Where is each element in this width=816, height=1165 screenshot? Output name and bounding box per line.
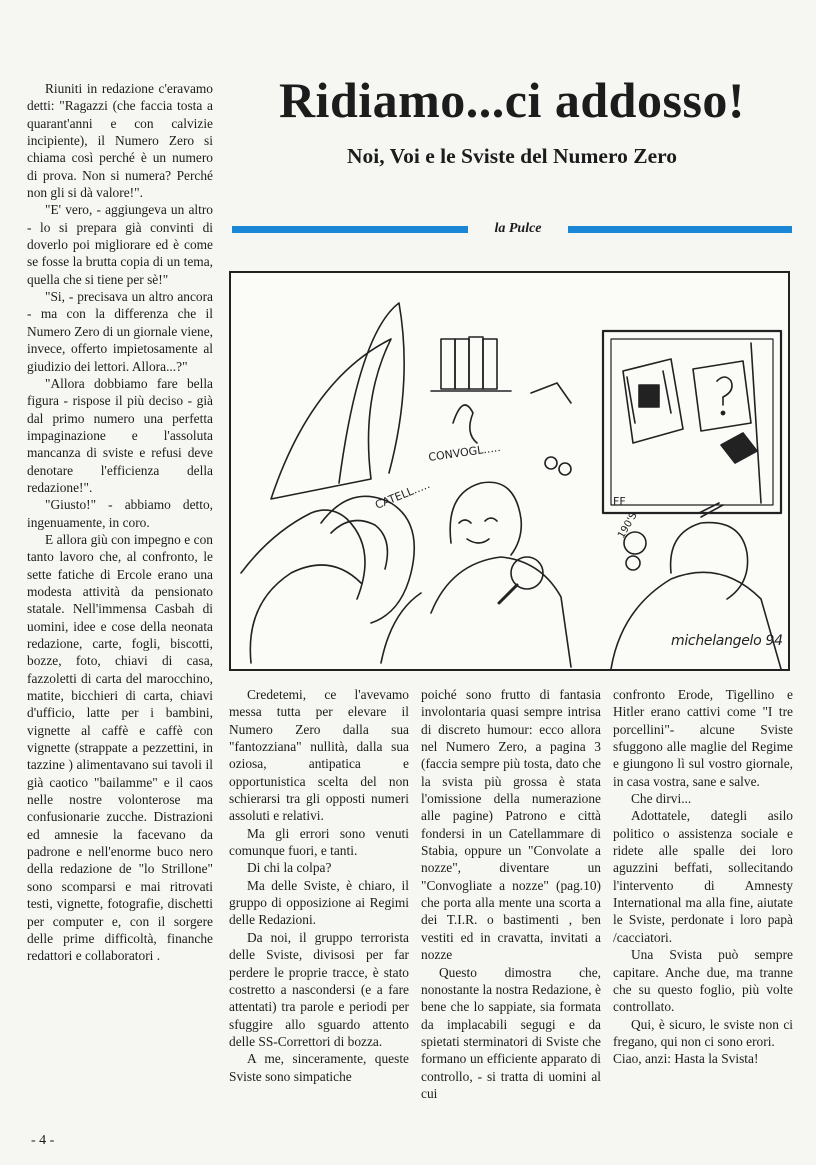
paragraph: poiché sono frutto di fantasia involontaria quasi sempre intrisa di discreto humour: ecco allora nel Numero Zero, a pagina 3 (faccia sempre più tosta, dato che la svista più grossa è stata l'omissione della numerazione alle pagine) Patrono e città fondersi in un Catellammare di Stabia, oppure un "Convolate a nozze", diventare un "Convogliate a nozze" (pag.10) che porta alla mente una scorta a dei T.I.R. o bastimenti , ben vestiti ed in cravatta, invitati a nozze [421,687,601,963]
cartoon-illustration [229,271,790,671]
paragraph: Che dirvi... [631,791,692,807]
cartoon-label-catell: CATELL..... [373,478,432,512]
byline-rule-left [232,226,468,233]
byline-rule-right [568,226,792,233]
cartoon-label-190s: 190'S [616,510,640,541]
article-column-left [27,80,213,965]
article-column-2 [229,686,409,1085]
paragraph: "Si, - precisava un altro ancora - ma con la differenza che il Numero Zero di un giornale viene, invece, offerto impietosamente al giudizio dei lettori. Allora...?" [27,289,213,374]
paragraph: Ciao, anzi: Hasta la Svista! [613,1051,759,1067]
paragraph: Da noi, il gruppo terrorista delle Sviste, divisosi per far perdere le proprie tracce, è stato costretto a nascondersi (e a fare attentati) tra parole e periodi per sfuggire allo sguardo attento delle SS-Correttori di bozza. [229,929,409,1049]
paragraph: Qui, è sicuro, le sviste non ci fregano, qui non ci sono erori. [613,1016,793,1049]
article-subtitle: Noi, Voi e le Sviste del Numero Zero [346,144,678,168]
left-figures [241,303,421,663]
blackboard [603,331,781,513]
byline: la Pulce [494,221,542,236]
page-number: - 4 - [31,1133,55,1148]
paragraph: Ma delle Sviste, è chiaro, il gruppo di opposizione ai Regimi delle Redazioni. [229,877,409,928]
cartoon-signature: michelangelo 94 [671,633,783,649]
bookshelf [431,337,511,391]
article-column-4 [613,686,793,1068]
cartoon-label-ff: FF [613,495,626,508]
article-title: Ridiamo...ci addosso! [278,72,746,128]
paragraph: Credetemi, ce l'avevamo messa tutta per elevare il Numero Zero dalla sua "fantozziana" nullità, dalla sua oziosa, antipatica e opportunistica scelta del non schierarsi tra gli opposti numeri assoluti e relativi. [229,687,409,824]
paragraph: A me, sinceramente, queste Sviste sono simpatiche [229,1051,409,1084]
paragraph: Questo dimostra che, nonostante la nostra Redazione, è bene che lo sappiate, sia formata da implacabili segugi e da spietati sterminatori di Sviste che formano un efficiente apparato di controllo, - si tratta di uomini al cui [421,964,601,1101]
paragraph: E allora giù con impegno e con tanto lavoro che, al confronto, le sette fatiche di Ercole erano una modesta attività da pensionato statale. Nell'immensa Casbah di uomini, idee e cose della neonata redazione, carte, fogli, biscotti, bozze, foto, chiavi di casa, fazzoletti di carta del marocchino, matite, bicchieri di carta, chiavi d'ufficio, latte per i bambini, vignette al caffè e caffè con vignette (strappate a pezzettini, in tazzine ) alimentavano sui tavoli il già caotico "bailamme" e il caos nelle nostre volonterose ma confusionarie zucche. Distrazioni ed amnesie la facevano da padrone e nell'enorme buco nero della redazione de "lo Strillone" sono scomparsi e mai ritrovati testi, vignette, fotografie, dischetti per computer e, con il sorgere delle prime difficoltà, finanche redattori e collaboratori . [27,531,213,964]
paragraph: "Allora dobbiamo fare bella figura - rispose il più deciso - già dal primo numero una perfetta impaginazione e l'assoluta mancanza di sviste e refusi deve denotare l'efficienza della redazione!". [27,375,213,495]
paragraph: Adottatele, dategli asilo politico o assistenza sociale e ridete alle spalle dei loro aguzzini beffati, sollecitando l'intervento di Amnesty International ma alla fine, aiutate le Sviste, perdonate i loro papà /cacciatori. [613,808,793,945]
paragraph: "Giusto!" - abbiamo detto, ingenuamente, in coro. [27,497,213,530]
paragraph: Di chi la colpa? [247,860,332,876]
paragraph: "E' vero, - aggiungeva un altro - lo si prepara già convinti di doverlo poi migliorare ed è come se fosse la brutta copia di un tema, quella che si tiene per sè!" [27,202,213,287]
central-figure [431,383,571,667]
paragraph: Ma gli errori sono venuti comunque fuori, e tanti. [229,825,409,859]
paragraph: Una Svista può sempre capitare. Anche due, ma tranne che su questo foglio, più volte controllato. [613,947,793,1015]
cartoon-label-convogl: CONVOGL..... [427,440,502,464]
paragraph: Riuniti in redazione c'eravamo detti: "Ragazzi (che faccia tosta a quarant'anni e con calvizie incipiente), il Numero Zero si chiama così perché è un numero di prova. Non si numera? Perché non gli si dà valore!". [27,81,213,201]
article-column-3 [421,686,601,1102]
paragraph: confronto Erode, Tigellino e Hitler erano cattivi come "I tre porcellini"- alcune Sviste sfuggono alle maglie del Regime e giungono lì sul vostro giornale, in casa vostra, sane e salve. [613,687,793,789]
